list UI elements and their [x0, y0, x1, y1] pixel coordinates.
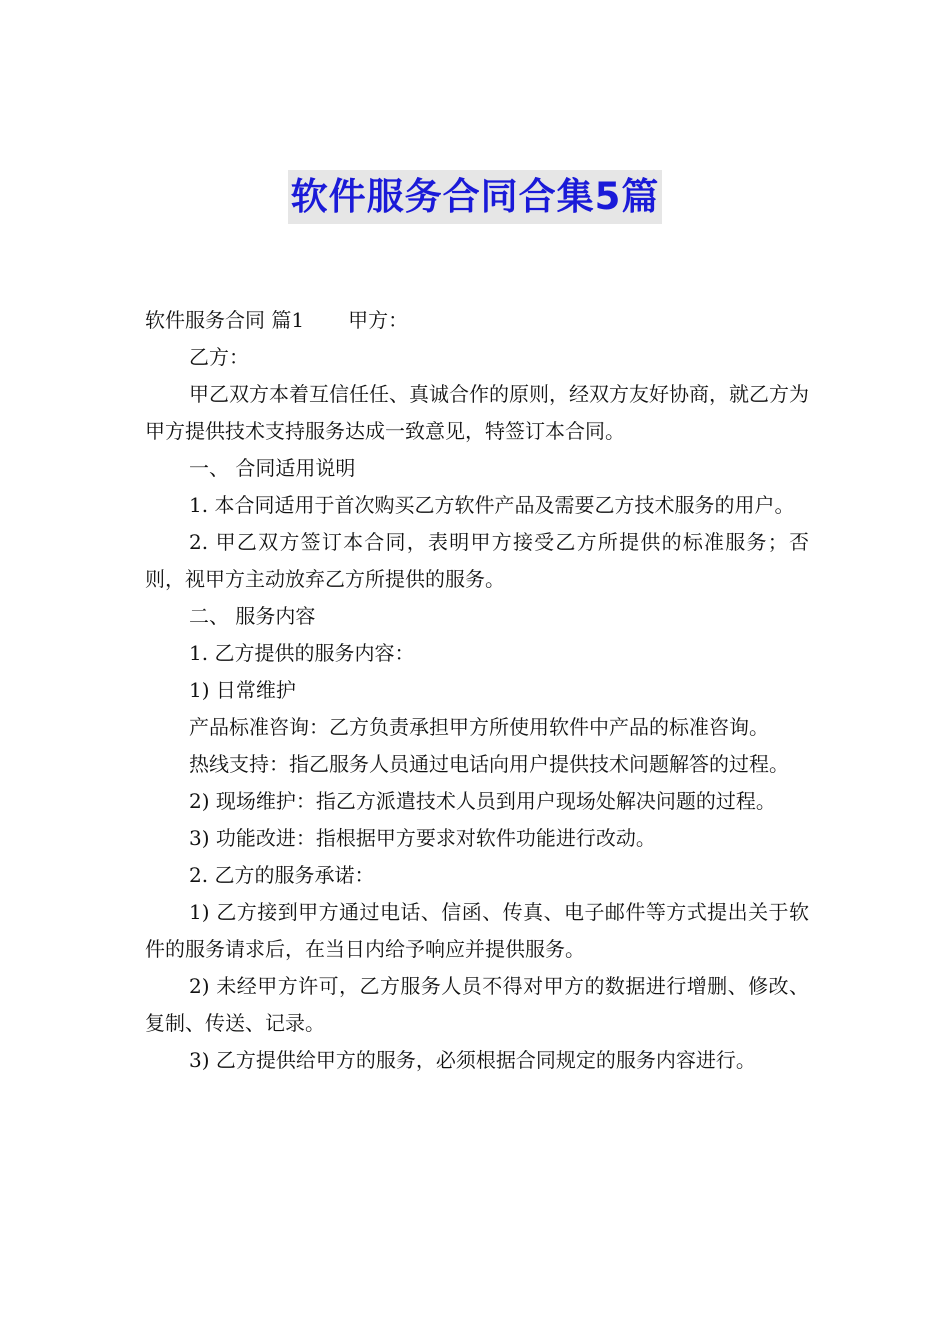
paragraph: 1. 乙方提供的服务内容： [189, 641, 415, 665]
section-heading-line [145, 302, 809, 339]
paragraph: 二、 服务内容 [189, 604, 316, 628]
paragraph: 2) 未经甲方许可，乙方服务人员不得对甲方的数据进行增删、修改、复制、传送、记录。 [145, 974, 809, 1035]
title-container [0, 170, 950, 224]
party-a-label: 甲方： [348, 308, 409, 332]
paragraph: 产品标准咨询：乙方负责承担甲方所使用软件中产品的标准咨询。 [189, 715, 769, 739]
paragraph: 1) 乙方接到甲方通过电话、信函、传真、电子邮件等方式提出关于软件的服务请求后，在当日内给予响应并提供服务。 [145, 900, 809, 961]
paragraph: 一、 合同适用说明 [189, 456, 356, 480]
paragraph: 3) 功能改进：指根据甲方要求对软件功能进行改动。 [189, 826, 656, 850]
paragraph: 乙方： [189, 345, 249, 369]
paragraph: 1. 本合同适用于首次购买乙方软件产品及需要乙方技术服务的用户。 [189, 493, 795, 517]
document-body [145, 302, 809, 1079]
section-label: 软件服务合同 篇1 [145, 308, 305, 332]
paragraph: 3) 乙方提供给甲方的服务，必须根据合同规定的服务内容进行。 [189, 1048, 756, 1072]
paragraph: 1) 日常维护 [189, 678, 296, 702]
document-title: 软件服务合同合集5篇 [288, 170, 663, 224]
paragraph: 热线支持：指乙服务人员通过电话向用户提供技术问题解答的过程。 [189, 752, 789, 776]
paragraph: 甲乙双方本着互信任任、真诚合作的原则，经双方友好协商，就乙方为甲方提供技术支持服务达成一致意见，特签订本合同。 [145, 382, 809, 443]
paragraph: 2) 现场维护：指乙方派遣技术人员到用户现场处解决问题的过程。 [189, 789, 776, 813]
paragraph: 2. 甲乙双方签订本合同，表明甲方接受乙方所提供的标准服务；否则，视甲方主动放弃乙方所提供的服务。 [145, 530, 809, 591]
paragraph: 2. 乙方的服务承诺： [189, 863, 375, 887]
